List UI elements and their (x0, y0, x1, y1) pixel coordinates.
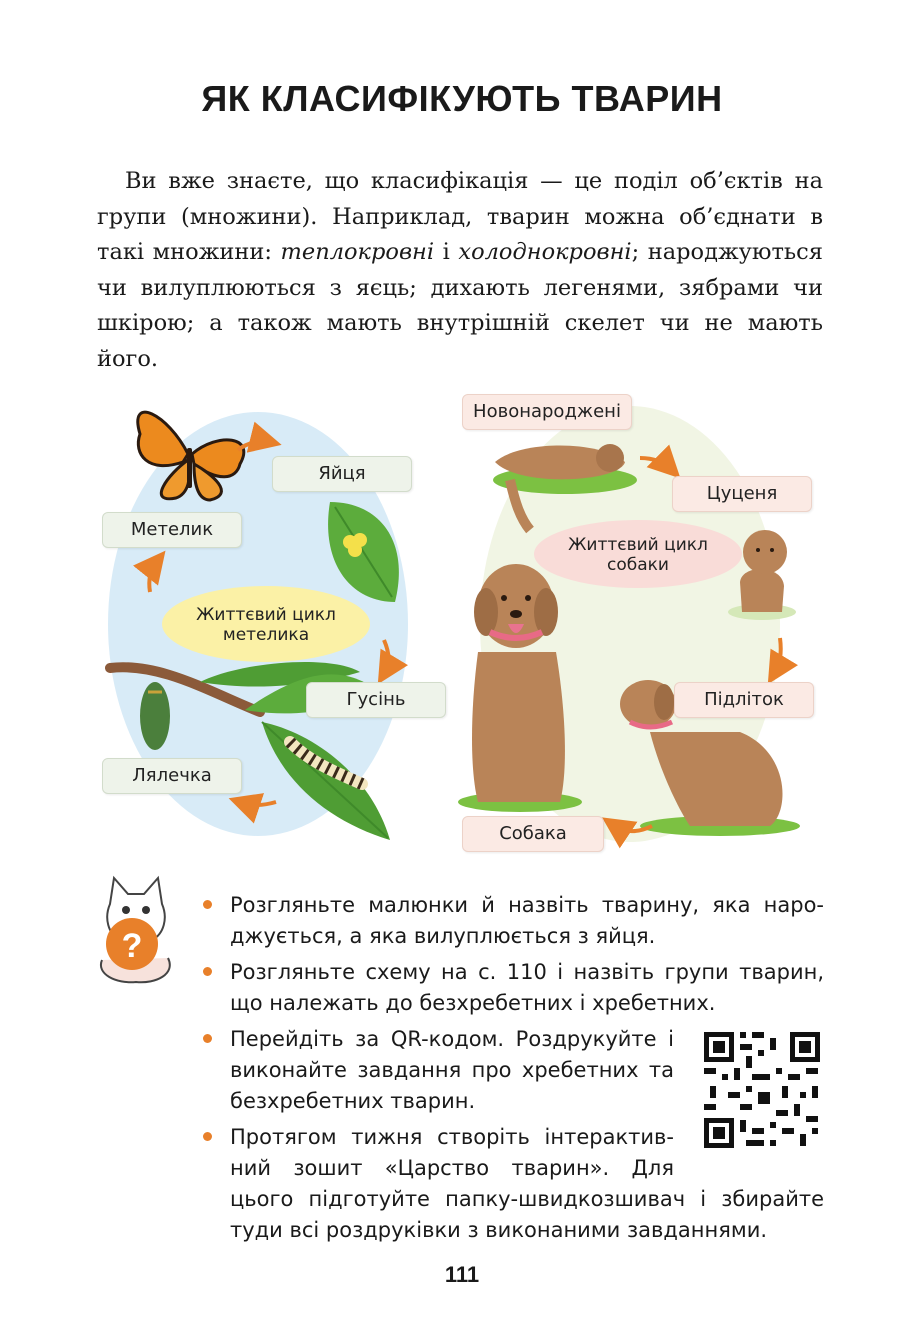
stage-label-eggs: Яйця (272, 456, 412, 492)
stage-label-newborns: Новонароджені (462, 394, 632, 430)
bullet-4 (203, 1132, 212, 1141)
pupa-icon (140, 682, 170, 750)
task-3-line-2: виконайте завдання про хребетних та (230, 1058, 674, 1082)
dog-cycle-title-line1: Життєвий цикл (568, 535, 708, 555)
task-4-line-2: ний зошит «Царство тварин». Для (230, 1156, 674, 1180)
task-2 (230, 957, 824, 1019)
task-3 (230, 1024, 674, 1117)
task-1-line-1: Розгляньте малюнки й назвіть тварину, яка наро- (230, 893, 824, 917)
intro-conj: і (434, 239, 459, 265)
stage-label-puppy: Цуценя (672, 476, 812, 512)
butterfly-cycle-title (166, 604, 366, 646)
task-3-line-1: Перейдіть за QR-кодом. Роздрукуйте і (230, 1027, 674, 1051)
task-4-line-3: цього підготуйте папку-швидкозшивач і збирайте (230, 1187, 824, 1211)
task-4-line-1: Протягом тижня створіть інтерактив- (230, 1125, 674, 1149)
task-1 (230, 890, 824, 952)
task-3-line-3: безхребетних тварин. (230, 1089, 476, 1113)
bullet-1 (203, 900, 212, 909)
dog-cycle-title (540, 534, 736, 576)
stage-label-pupa: Лялечка (102, 758, 242, 794)
butterfly-cycle-title-line1: Життєвий цикл (196, 605, 336, 625)
life-cycles-diagram (0, 392, 924, 862)
page-number: 111 (444, 1262, 480, 1287)
task-4 (230, 1122, 824, 1246)
intro-text-b: ; народжуються чи вилуплюються з яєць; дихають легенями, зябрами чи шкірою; а також мають внутрішній скелет чи не мають його. (97, 239, 823, 372)
task-2-line-2: що належать до безхребетних і хребетних. (230, 991, 716, 1015)
task-4-line-4: туди всі роздруківки з виконаними завданнями. (230, 1218, 768, 1242)
stage-label-caterpillar: Гусінь (306, 682, 446, 718)
stage-label-butterfly: Метелик (102, 512, 242, 548)
tasks-section (0, 880, 924, 1260)
task-1-line-2: джується, а яка вилуплюється з яйця. (230, 924, 656, 948)
intro-paragraph (97, 164, 823, 377)
stage-label-teen: Підліток (674, 682, 814, 718)
dog-cycle-title-line2: собаки (607, 555, 669, 575)
intro-text-a: Ви вже знаєте, що класифікація — це поділ об’єктів на групи (множини). Наприклад, тварин можна об’єднати в такі множини: (97, 168, 823, 265)
intro-italic-cold: холоднокровні (458, 239, 632, 265)
bullet-3 (203, 1034, 212, 1043)
stage-label-dog: Собака (462, 816, 604, 852)
page-title: ЯК КЛАСИФІКУЮТЬ ТВАРИН (201, 78, 723, 119)
task-2-line-1: Розгляньте схему на с. 110 і назвіть групи тварин, (230, 960, 824, 984)
bullet-2 (203, 967, 212, 976)
butterfly-cycle-title-line2: метелика (222, 625, 310, 645)
intro-italic-warm: теплокровні (280, 239, 435, 265)
question-mark-icon: ? (121, 927, 143, 965)
